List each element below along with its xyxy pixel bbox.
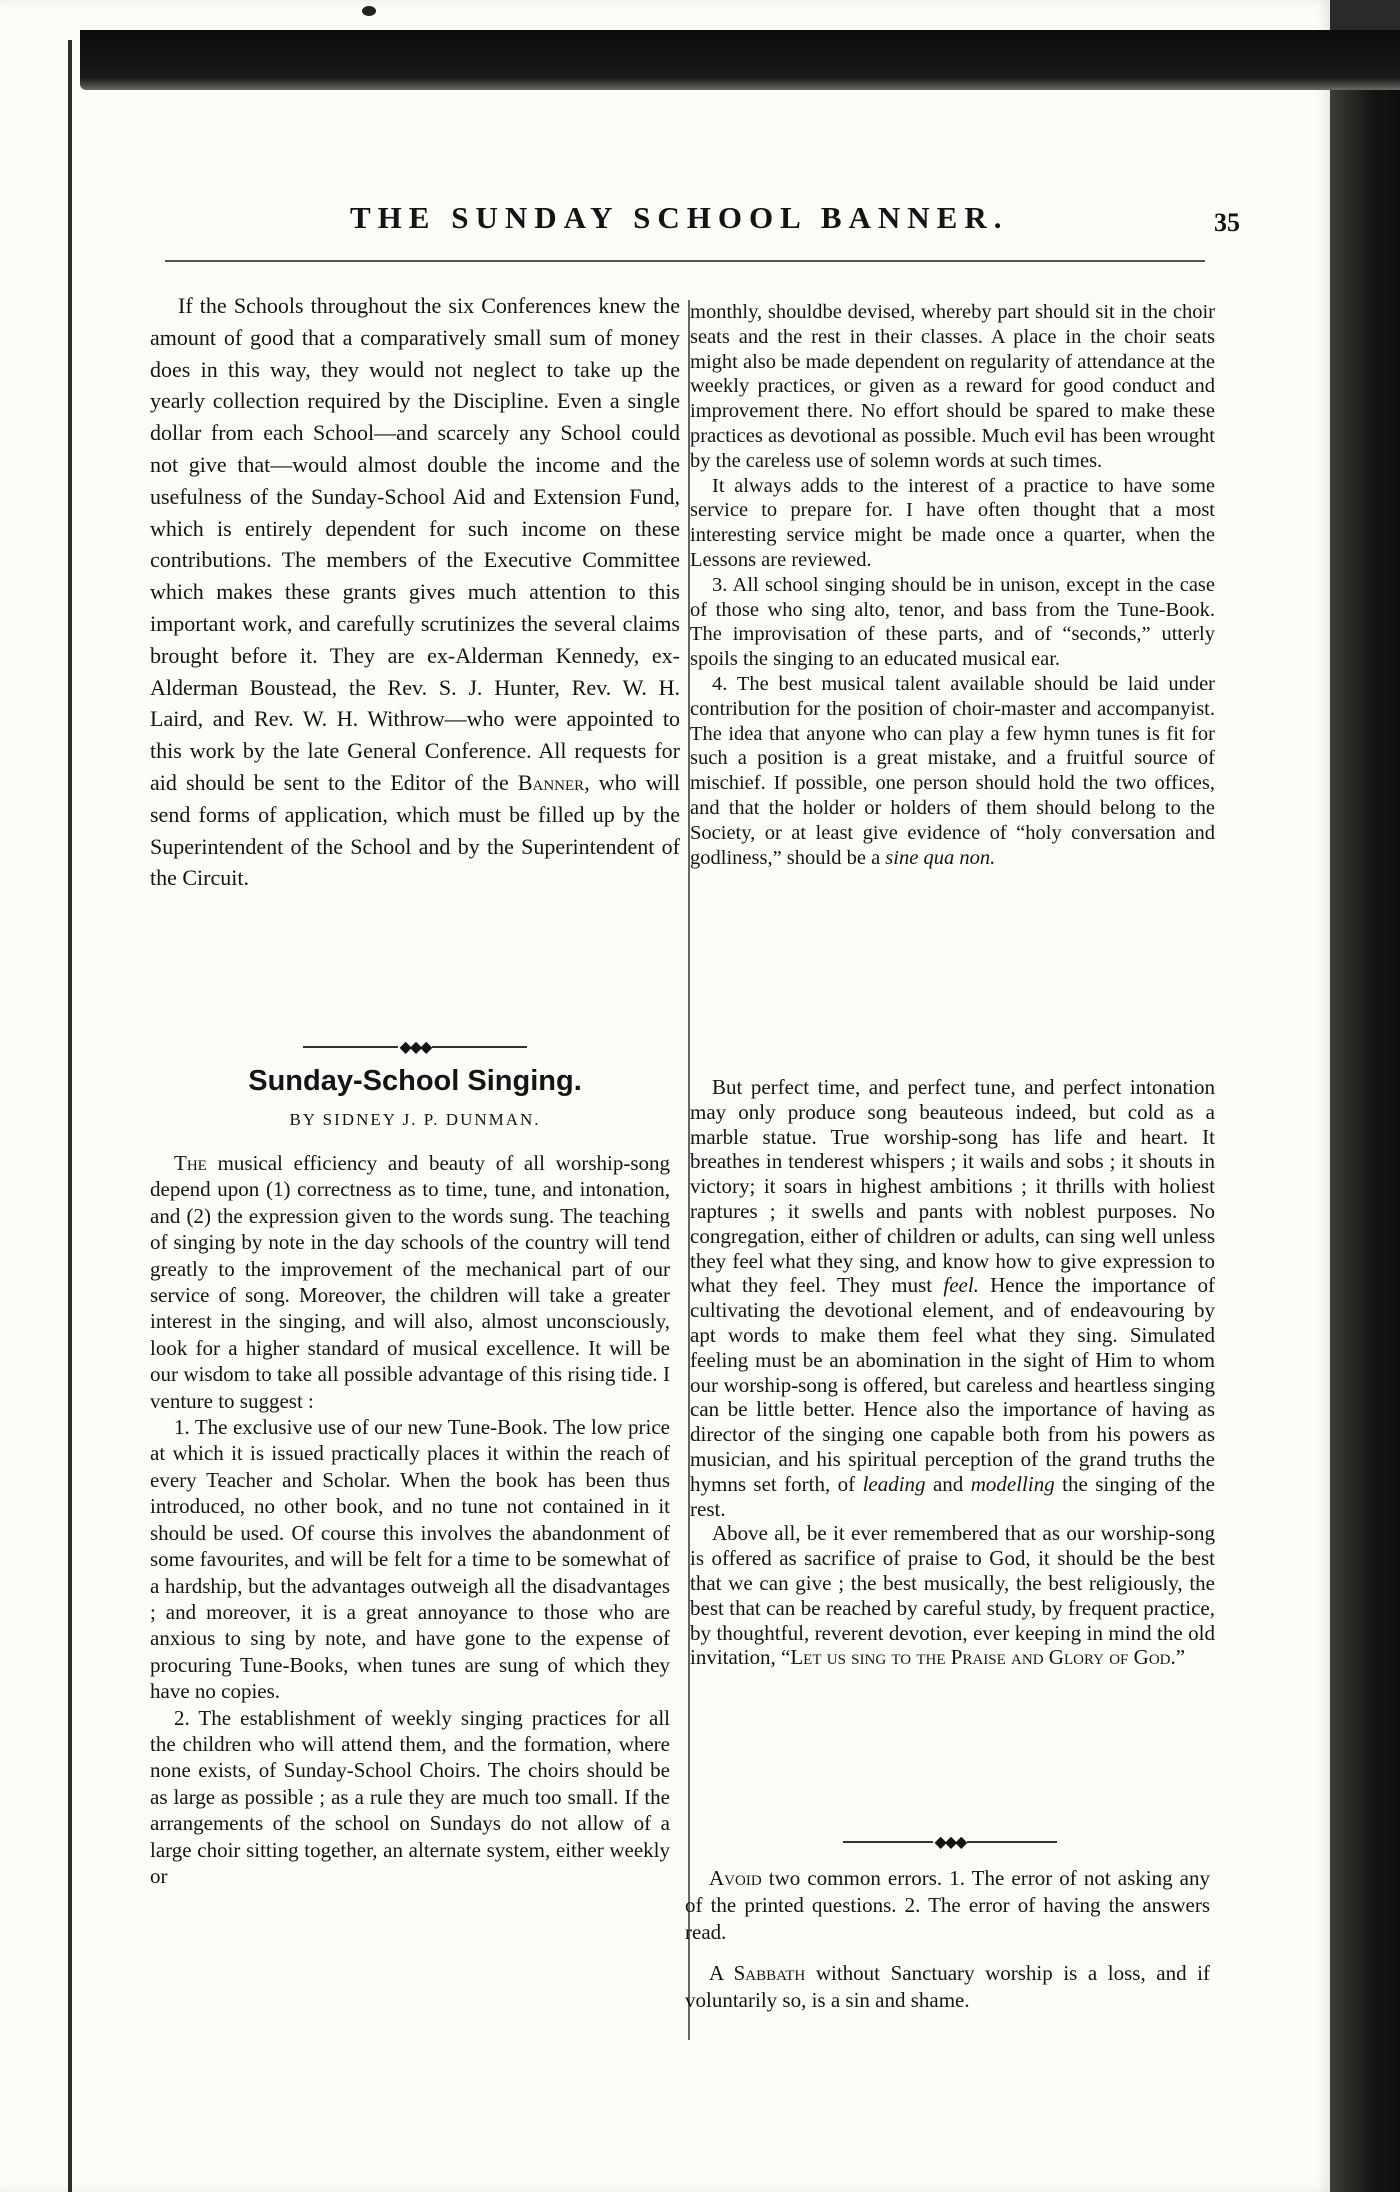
practice-paragraph: It always adds to the interest of a practice to have some service to prepare for. I have often thought that a most interesting service might be made once a quarter, when the Lessons are reviewed. xyxy=(690,474,1215,571)
paragraph-text: musical efficiency and beauty of all worship-song depend upon (1) correctness as to time, tune, and intonation, and (2) the expression given to the words sung. The teaching of singing by note in the day schools of the country will tend greatly to the improvement of the mechanical part of our service of song. Moreover, the children will take a greater interest in the singing, and will also, almost unconsciously, look for a higher standard of musical excellence. It will be our wisdom to take all possible advantage of this rising tide. I venture to suggest : xyxy=(150,1151,670,1413)
article-body-left xyxy=(150,1150,670,1889)
right-column-middle xyxy=(690,1075,1215,1670)
scan-edge-shadow xyxy=(1330,60,1400,2192)
page-number: 35 xyxy=(1214,208,1240,237)
note-sabbath xyxy=(685,1960,1210,2014)
ornament-knot: ◆◆◆ xyxy=(934,1834,966,1851)
page-left-edge xyxy=(68,40,72,2192)
emphasis-modelling: modelling xyxy=(970,1471,1055,1496)
left-column xyxy=(150,290,680,894)
closing-invitation: Let us sing to the Praise and Glory of God. xyxy=(790,1645,1176,1670)
note-lead: Avoid xyxy=(709,1866,762,1890)
article-paragraph-2: 1. The exclusive use of our new Tune-Book. The low price at which it is issued practically places it within the reach of every Teacher and Scholar. When the book has been thus introduced, no other book, and no tune not contained in it should be used. Of course this involves the abandonment of some favourites, and will be felt for a time to be somewhat of a hardship, but the advantages outweigh all the disadvantages ; and moreover, it is a great annoyance to those who are anxious to sing by note, and have gone to the expense of procuring Tune-Books, when tunes are sung of which they have no copies. xyxy=(150,1415,670,1704)
scan-speck xyxy=(362,6,376,16)
note-text: without Sanctuary worship is a loss, and if voluntarily so, is a sin and shame. xyxy=(685,1961,1210,2012)
intro-text: If the Schools throughout the six Conferences knew the amount of good that a comparatively small sum of money does in this way, they would not neglect to take up the yearly collection required by the Discipline. Even a single dollar from each School—and scarcely any School could not give that—would almost double the income and the usefulness of the Sunday-School Aid and Extension Fund, which is entirely dependent for such income on these contributions. The members of the Executive Committee which makes these grants gives much attention to this important work, and carefully scrutinizes the several claims brought before it. They are ex-Alderman Kennedy, ex-Alderman Boustead, the Rev. S. J. Hunter, Rev. W. H. Laird, and Rev. W. H. Withrow—who were appointed to this work by the late General Conference. All requests for aid should be sent to the Editor of the xyxy=(150,293,680,795)
ornament-knot: ◆◆◆ xyxy=(399,1039,431,1056)
running-title: THE SUNDAY SCHOOL BANNER. xyxy=(350,200,1009,235)
article-byline: BY SIDNEY J. P. DUNMAN. xyxy=(289,1110,541,1129)
section-ornament xyxy=(810,1832,1090,1852)
emphasis-leading: leading xyxy=(862,1471,926,1496)
article-paragraph-1 xyxy=(150,1150,670,1414)
header-rule xyxy=(165,260,1205,262)
ornament-line xyxy=(303,1046,398,1048)
scan-top-shadow xyxy=(80,30,1400,90)
ornament-line xyxy=(843,1841,933,1843)
conjunction: and xyxy=(925,1471,971,1496)
continued-paragraph: monthly, shouldbe devised, whereby part should sit in the choir seats and the rest in their classes. A place in the choir seats might also be made dependent on regularity of attendance at the weekly practices, or given as a reward for good conduct and improvement there. No effort should be spared to make these practices as devotional as possible. Much evil has been wrought by the careless use of solemn words at such times. xyxy=(690,301,1215,472)
paragraph-text: Above all, be it ever remembered that as our worship-song is offered as sacrifice of praise to God, it should be the best that we can give ; the best musically, the best religiously, the best that can be reached by careful study, by frequent practice, by thoughtful, reverent devotion, ever keeping in mind the old invitation, “ xyxy=(690,1521,1215,1670)
article-title: Sunday-School Singing. xyxy=(248,1065,582,1097)
latin-phrase: sine qua non. xyxy=(885,846,996,869)
paragraph-text: Hence the importance of cultivating the devotional element, and of endeavouring by apt words to make them feel what they sing. Simulated feeling must be an abomination in the sight of Him to whom our worship-song is offered, but careless and heartless singing can be little better. Hence also the importance of having as director of the singing one capable both from his powers as musician, and his spiritual perception of the grand truths the hymns set forth, of xyxy=(690,1273,1215,1496)
perfect-time-paragraph xyxy=(690,1075,1215,1521)
note-avoid-errors xyxy=(685,1865,1210,1946)
note-text: two common errors. 1. The error of not asking any of the printed questions. 2. The error of having the answers read. xyxy=(685,1866,1210,1944)
banner-name: Banner xyxy=(517,769,585,795)
unison-paragraph: 3. All school singing should be in unison, except in the case of those who sing alto, tenor, and bass from the Tune-Book. The improvisation of these parts, and of “seconds,” utterly spoils the singing to an educated musical ear. xyxy=(690,573,1215,671)
page-header xyxy=(150,200,1240,250)
section-ornament xyxy=(265,1037,565,1057)
paragraph-text: the singing of the rest. xyxy=(690,1471,1216,1521)
ornament-line xyxy=(432,1046,527,1048)
emphasis-feel: feel. xyxy=(943,1273,979,1298)
drop-lead: The xyxy=(174,1151,207,1175)
choirmaster-paragraph xyxy=(690,672,1215,870)
closing-quote: ” xyxy=(1175,1645,1186,1670)
notes-block xyxy=(685,1865,1210,2014)
intro-paragraph xyxy=(150,290,680,894)
ornament-line xyxy=(967,1841,1057,1843)
article-paragraph-3: 2. The establishment of weekly singing practices for all the children who will attend them, and the formation, where none exists, of Sunday-School Choirs. The choirs should be as large as possible ; as a rule they are much too small. If the arrangements of the school on Sundays do not allow of a large choir sitting together, an alternate system, either weekly or xyxy=(150,1705,670,1888)
above-all-paragraph xyxy=(690,1521,1215,1670)
paragraph-text: But perfect time, and perfect tune, and perfect intonation may only produce song beauteous indeed, but cold as a marble statue. True worship-song has life and heart. It breathes in tenderest whispers ; it wails and sobs ; it shouts in victory; it soars in highest ambitions ; it thrills with holiest raptures ; it swells and pants with noblest purposes. No congregation, either of children or adults, can sing well unless they feel what they sing, and know how to give expression to what they feel. They must xyxy=(690,1075,1215,1298)
paragraph-text: 4. The best musical talent available should be laid under contribution for the position of choir-master and accompanyist. The idea that anyone who can play a few hymn tunes is fit for such a position is a great mistake, and a fruitful source of mischief. If possible, one person should hold the two offices, and that the holder or holders of them should belong to the Society, or at least give evidence of “holy conversation and godliness,” should be a xyxy=(690,672,1215,869)
right-column-top xyxy=(690,300,1215,870)
note-lead: A Sabbath xyxy=(709,1961,806,1985)
intro-tail: , who will send forms of application, which must be filled up by the Superintendent of the School and by the Superintendent of the Circuit. xyxy=(150,769,680,891)
